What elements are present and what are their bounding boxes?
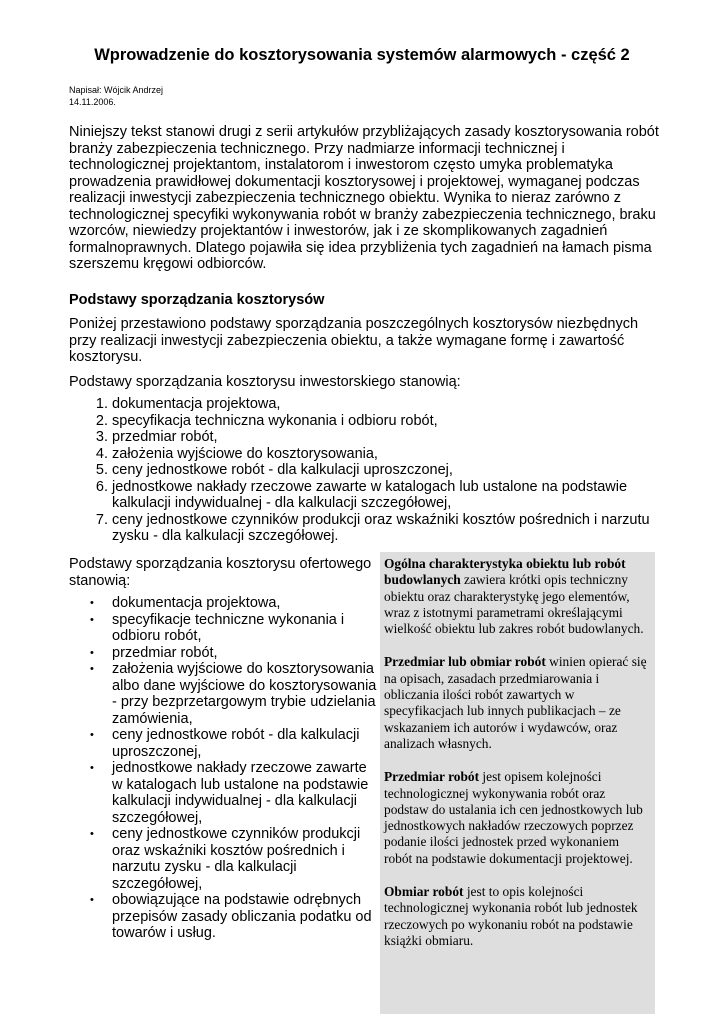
list-item: 2. specyfikacja techniczna wykonania i odbioru robót, (112, 413, 659, 430)
list-item: 1. dokumentacja projektowa, (112, 396, 659, 413)
sidebar-term: Ogólna charakterystyka obiektu lub robót budowlanych (384, 556, 626, 588)
list-item: • dokumentacja projektowa, (112, 595, 381, 612)
list-item: • założenia wyjściowe do kosztorysowania albo dane wyjściowe do kosztorysowania - przy bezprzetargowym trybie udzielania zamówienia, (112, 661, 381, 727)
definitions-sidebar-box (380, 552, 655, 1014)
document-title: Wprowadzenie do kosztorysowania systemów alarmowych - część 2 (94, 46, 630, 64)
list-item: • jednostkowe nakłady rzeczowe zawarte w katalogach lub ustalone na podstawie kalkulacji indywidualnej - dla kalkulacji szczegółowej, (112, 760, 381, 826)
date-line: 14.11.2006. (69, 97, 116, 107)
list-item: 6. jednostkowe nakłady rzeczowe zawarte w katalogach lub ustalone na podstawie kalkulacji indywidualnej - dla kalkulacji szczegółowej, (112, 479, 659, 512)
list-item: • ceny jednostkowe czynników produkcji oraz wskaźniki kosztów pośrednich i narzutu zysku - dla kalkulacji szczegółowej, (112, 826, 381, 892)
list-item: 5. ceny jednostkowe robót - dla kalkulacji uproszczonej, (112, 462, 659, 479)
list-item: • przedmiar robót, (112, 645, 381, 662)
sidebar-paragraph (384, 556, 649, 637)
offer-intro-paragraph: Podstawy sporządzania kosztorysu ofertowego stanowią: (69, 556, 372, 589)
investor-basis-list (69, 396, 659, 545)
sidebar-paragraph (384, 769, 649, 867)
offer-column (69, 556, 381, 942)
investor-intro-paragraph: Podstawy sporządzania kosztorysu inwestorskiego stanowią: (69, 374, 461, 390)
intro-paragraph: Niniejszy tekst stanowi drugi z serii artykułów przybliżających zasady kosztorysowania robót branży zabezpieczenia technicznego. Przy nadmiarze informacji technicznej i technologicznej projektantom, instalatorom i inwestorom często umyka problematyka prowadzenia prawidłowej dokumentacji kosztorysowej i projektowej, wymaganej podczas realizacji inwestycji zabezpieczenia technicznego obiektu. Wynika to nieraz zarówno z technologicznej specyfiki wykonywania robót w branży zabezpieczenia technicznego, braku wzorców, niewiedzy projektantów i inwestorów, jak i ze skomplikowanych zagadnień formalnoprawnych. Dlatego pojawiła się idea przybliżenia tych zagadnień na łamach pisma szerszemu kręgowi odbiorców. (69, 124, 659, 272)
section-heading: Podstawy sporządzania kosztorysów (69, 292, 325, 308)
author-line: Napisał: Wójcik Andrzej (69, 85, 164, 95)
sidebar-text: winien opierać się na opisach, zasadach przedmiarowania i obliczania ilości robót zawartych w specyfikacjach lub innych publikacjach – ze wskazaniem ich autorów i wydawców, oraz analizach własnych. (384, 654, 647, 751)
sidebar-paragraph (384, 884, 649, 949)
section-intro-paragraph: Poniżej przestawiono podstawy sporządzania poszczególnych kosztorysów niezbędnych przy realizacji inwestycji zabezpieczenia obiektu, a także wymagane formę i zawartość kosztorysu. (69, 316, 639, 365)
sidebar-term: Przedmiar robót (384, 769, 480, 785)
list-item: 4. założenia wyjściowe do kosztorysowania, (112, 446, 659, 463)
sidebar-text: zawiera krótki opis techniczny obiektu oraz charakterystykę jego elementów, wraz z istotnymi parametrami określającymi wielkość obiektu lub zakres robót budowlanych. (384, 572, 644, 637)
sidebar-text: jest opisem kolejności technologicznej wykonywania robót oraz podstaw do ustalania ich cen jednostkowych lub jednostkowych nakładów rzeczowych poprzez podanie ilości jednostek przed wykonaniem robót na podstawie dokumentacji projektowej. (384, 769, 643, 866)
list-item: 7. ceny jednostkowe czynników produkcji oraz wskaźniki kosztów pośrednich i narzutu zysku - dla kalkulacji szczegółowej. (112, 512, 659, 545)
article-meta (69, 84, 163, 108)
sidebar-term: Obmiar robót (384, 884, 464, 900)
offer-basis-list (69, 595, 381, 942)
sidebar-term: Przedmiar lub obmiar robót (384, 654, 546, 670)
sidebar-paragraph (384, 654, 649, 752)
list-item: 3. przedmiar robót, (112, 429, 659, 446)
sidebar-text: jest to opis kolejności technologicznej wykonania robót lub jednostek rzeczowych po wykonaniu robót na podstawie książki obmiaru. (384, 884, 638, 948)
list-item: • ceny jednostkowe robót - dla kalkulacji uproszczonej, (112, 727, 381, 760)
list-item: • specyfikacje techniczne wykonania i odbioru robót, (112, 612, 381, 645)
list-item: • obowiązujące na podstawie odrębnych przepisów zasady obliczania podatku od towarów i usług. (112, 892, 381, 942)
